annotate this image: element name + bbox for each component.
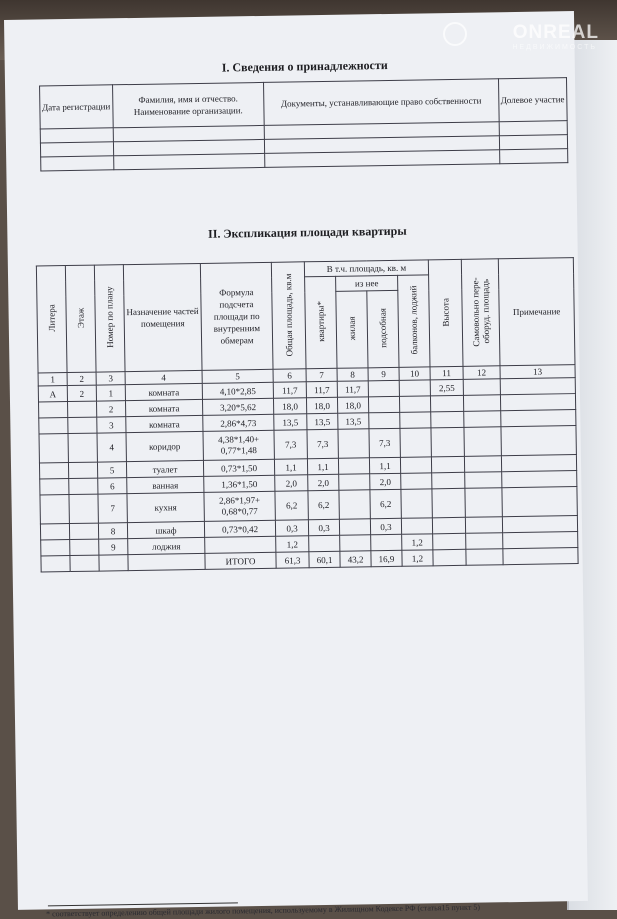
header-kvartiry: квартиры* [305, 276, 337, 368]
cell-etazh [68, 401, 97, 417]
total-podsobnaya: 16,9 [371, 550, 402, 566]
document-page [4, 11, 588, 919]
cell-prim [500, 394, 575, 411]
cell-kv: 2,0 [308, 474, 339, 490]
cell-nomer: 8 [98, 523, 127, 539]
cell-samo [463, 379, 500, 396]
col-number: 13 [500, 365, 575, 379]
cell-name: комната [126, 415, 203, 432]
cell-prim [502, 516, 577, 533]
cell-name: лоджия [128, 537, 205, 554]
cell-etazh [68, 417, 97, 433]
cell-prim [503, 532, 578, 549]
cell-nomer: 3 [97, 417, 126, 433]
cell-nomer: 4 [97, 433, 126, 462]
cell-vys [433, 533, 466, 550]
cell-prim [500, 378, 575, 395]
header-share: Долевое участие [498, 78, 567, 122]
col-number: 2 [67, 372, 96, 385]
header-podsobnaya: подсобная [367, 290, 399, 367]
cell-balk [401, 489, 432, 518]
cell-prim [502, 471, 577, 488]
cell-kv: 7,3 [307, 429, 338, 458]
cell-samo [464, 411, 501, 428]
cell-obsh: 6,2 [275, 491, 308, 521]
cell-samo [465, 472, 502, 489]
cell-formula [205, 536, 276, 553]
cell-kv: 11,7 [306, 381, 337, 397]
cell-litera [39, 418, 68, 434]
cell-pods [371, 534, 402, 550]
cell-pods: 6,2 [370, 489, 401, 518]
header-nomer: Номер по плану [94, 265, 125, 372]
cell-samo [465, 517, 502, 534]
cell-pods: 7,3 [369, 428, 400, 457]
cell-pods [369, 412, 400, 428]
total-kvartiry: 60,1 [309, 551, 340, 567]
col-number: 5 [202, 369, 273, 383]
cell-litera [41, 540, 70, 556]
cell-kv: 18,0 [306, 397, 337, 413]
cell-name: комната [125, 383, 202, 400]
cell-kv: 1,1 [307, 458, 338, 474]
cell-pods: 2,0 [370, 473, 401, 489]
header-primechanie: Примечание [498, 258, 575, 366]
cell-obsh: 7,3 [274, 430, 307, 460]
cell-vys [431, 411, 464, 428]
cell-balk [400, 428, 431, 457]
cell-etazh [68, 462, 97, 478]
cell-pods [368, 396, 399, 412]
cell-etazh [69, 478, 98, 494]
cell-name: комната [125, 399, 202, 416]
cell-pods [368, 380, 399, 396]
cell-prim [501, 426, 576, 456]
cell-formula: 2,86*4,73 [203, 414, 274, 431]
cell-nomer: 2 [96, 401, 125, 417]
header-balkonov: балконов, лоджий [398, 275, 430, 367]
cell-balk [400, 412, 431, 428]
cell-formula: 4,10*2,85 [202, 382, 273, 399]
cell-balk: 1,2 [402, 534, 433, 550]
cell-prim [501, 410, 576, 427]
cell-vys: 2,55 [430, 379, 463, 396]
cell-zhil: 18,0 [337, 397, 368, 413]
cell-obsh: 1,1 [274, 459, 307, 476]
cell-kv: 13,5 [307, 413, 338, 429]
cell-samo [465, 488, 502, 518]
col-number: 6 [273, 369, 306, 383]
cell-pods: 0,3 [370, 518, 401, 534]
col-number: 10 [399, 367, 430, 380]
cell-name: коридор [126, 431, 203, 461]
header-litera: Литера [36, 266, 67, 373]
total-zhilaya: 43,2 [340, 551, 371, 567]
cell-kv [309, 535, 340, 551]
col-number: 9 [368, 367, 399, 380]
header-iz-nee: из нее [336, 275, 398, 291]
header-vysota: Высота [428, 259, 463, 367]
cell-nomer: 5 [97, 462, 126, 478]
cell-vys [432, 472, 465, 489]
footnote-divider [48, 902, 238, 906]
cell-litera: А [38, 386, 67, 402]
cell-litera [39, 434, 68, 463]
header-vtch: В т.ч. площадь, кв. м [304, 260, 428, 277]
header-etazh: Этаж [65, 265, 96, 372]
watermark: ONREAL [512, 22, 599, 43]
cell-etazh [69, 523, 98, 539]
cell-name: шкаф [127, 521, 204, 538]
cell-balk [401, 518, 432, 534]
total-obshaya: 61,3 [276, 552, 309, 569]
header-obshaya: Общая площадь, кв.м [271, 262, 306, 370]
col-number: 8 [337, 368, 368, 381]
cell-etazh [70, 539, 99, 555]
cell-pods: 1,1 [369, 457, 400, 473]
cell-formula: 3,20*5,62 [202, 398, 273, 415]
cell-obsh: 13,5 [274, 414, 307, 431]
cell-zhil [339, 519, 370, 535]
cell-etazh [69, 494, 98, 523]
cell-vys [430, 395, 463, 412]
cell-zhil [339, 474, 370, 490]
cell-formula: 1,36*1,50 [204, 475, 275, 492]
cell-vys [432, 488, 465, 518]
cell-samo [463, 395, 500, 412]
cell-obsh: 11,7 [273, 382, 306, 399]
cell-zhil [340, 535, 371, 551]
cell-vys [431, 427, 464, 457]
cell-samo [464, 456, 501, 473]
ownership-table [39, 77, 568, 171]
cell-litera [40, 479, 69, 495]
header-formula: Формула подсчета площади по внутренним обмерам [200, 262, 273, 370]
cell-etazh [68, 433, 97, 462]
cell-samo [466, 533, 503, 550]
col-number: 1 [38, 373, 67, 386]
section2-title: II. Экспликация площади квартиры [207, 223, 407, 241]
cell-kv: 0,3 [308, 519, 339, 535]
cell-obsh: 1,2 [276, 536, 309, 553]
section1-title: I. Сведения о принадлежности [221, 57, 388, 75]
cell-litera [40, 495, 69, 524]
cell-nomer: 7 [98, 494, 127, 523]
cell-formula: 0,73*0,42 [204, 520, 275, 537]
cell-vys [432, 517, 465, 534]
total-label: ИТОГО [205, 552, 276, 569]
header-zhilaya: жилая [336, 291, 368, 368]
cell-kv: 6,2 [308, 490, 339, 519]
cell-litera [39, 402, 68, 418]
cell-formula: 4,38*1,40+ 0,77*1,48 [203, 430, 274, 460]
total-balkonov: 1,2 [402, 550, 433, 566]
cell-obsh: 18,0 [273, 398, 306, 415]
col-number: 3 [96, 372, 125, 385]
cell-zhil: 11,7 [337, 381, 368, 397]
cell-zhil [338, 458, 369, 474]
header-documents: Документы, устанавливающие право собственности [264, 79, 499, 126]
cell-samo [464, 427, 501, 457]
header-owner: Фамилия, имя и отчество. Наименование организации. [112, 82, 264, 127]
cell-etazh: 2 [67, 385, 96, 401]
cell-nomer: 1 [96, 385, 125, 401]
col-number: 12 [463, 366, 500, 380]
cell-balk [401, 473, 432, 489]
col-number: 7 [306, 368, 337, 381]
cell-nomer: 9 [99, 539, 128, 555]
header-samovolno: Самовольно пере-оборуд. площадь [461, 259, 500, 367]
cell-obsh: 0,3 [275, 520, 308, 537]
explication-table [36, 257, 579, 572]
cell-name: туалет [126, 460, 203, 477]
cell-prim [502, 487, 577, 517]
header-naznachenie: Назначение частей помещения [123, 263, 202, 371]
cell-zhil [339, 490, 370, 519]
col-number: 4 [125, 370, 202, 384]
footnote: * соответствует определению общей площади жилого помещения, используемому в Жилищном Кодексе РФ (статья15 пункт 5) [45, 902, 481, 919]
cell-balk [399, 380, 430, 396]
watermark-subtitle: НЕДВИЖИМОСТЬ [512, 44, 597, 51]
cell-formula: 0,73*1,50 [203, 459, 274, 476]
cell-litera [39, 463, 68, 479]
cell-balk [399, 396, 430, 412]
cell-vys [431, 456, 464, 473]
cell-balk [400, 457, 431, 473]
cell-obsh: 2,0 [275, 475, 308, 492]
header-date: Дата регистрации [40, 85, 113, 129]
col-number: 11 [430, 366, 463, 380]
cell-zhil [338, 429, 369, 458]
cell-zhil: 13,5 [338, 413, 369, 429]
cell-nomer: 6 [98, 478, 127, 494]
cell-name: ванная [127, 476, 204, 493]
cell-name: кухня [127, 492, 204, 522]
cell-formula: 2,86*1,97+ 0,68*0,77 [204, 491, 275, 521]
cell-prim [501, 455, 576, 472]
cell-litera [40, 524, 69, 540]
watermark-logo-icon [443, 22, 467, 46]
